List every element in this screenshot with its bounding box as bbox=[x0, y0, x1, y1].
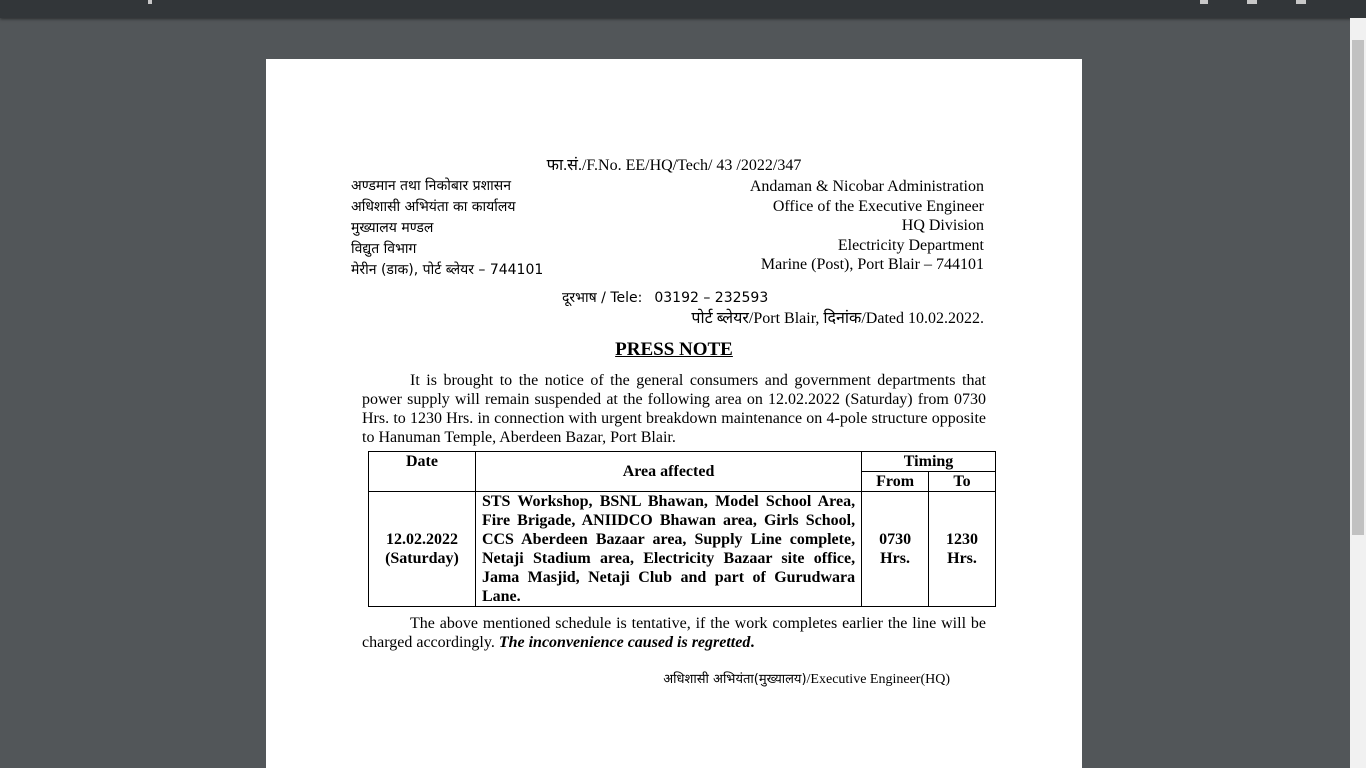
hindi-address-line: मेरीन (डाक), पोर्ट ब्लेयर – 744101 bbox=[351, 262, 544, 278]
viewer-toolbar bbox=[0, 0, 1366, 18]
signature-line bbox=[663, 670, 950, 690]
rotate-icon[interactable] bbox=[1200, 0, 1208, 4]
file-number bbox=[266, 156, 1082, 176]
english-address-line: Marine (Post), Port Blair – 744101 bbox=[760, 256, 984, 273]
closing-text: The above mentioned schedule is tentative, if the work completes earlier the line will be charged accordingly. bbox=[362, 615, 986, 651]
from-header: From bbox=[862, 472, 929, 492]
english-address-block bbox=[750, 177, 984, 275]
hindi-address-block bbox=[351, 177, 543, 282]
to-header: To bbox=[929, 472, 996, 492]
english-address-line: Electricity Department bbox=[837, 236, 984, 254]
closing-period: . bbox=[750, 634, 755, 651]
date-cell bbox=[369, 492, 476, 607]
notice-paragraph: It is brought to the notice of the general consumers and government departments that power supply will remain suspended at the following area on 12.02.2022 (Saturday) from 0730 Hrs. to 1230 Hrs. in connection with urgent breakdown maintenance on 4-pole structure opposite to Hanuman Temple, Aberdeen Bazar, Port Blair. bbox=[362, 372, 986, 446]
from-cell bbox=[862, 492, 929, 607]
to-unit: Hrs. bbox=[947, 550, 977, 567]
area-cell: STS Workshop, BSNL Bhawan, Model School Area, Fire Brigade, ANIIDCO Bhawan area, Girls School, CCS Aberdeen Bazaar area, Supply Line complete, Netaji Stadium area, Electricity Bazaar site office, Jama Masjid, Netaji Club and part of Gurudwara Lane. bbox=[475, 492, 861, 607]
hindi-address-line: अण्डमान तथा निकोबार प्रशासन bbox=[351, 178, 511, 194]
print-icon[interactable] bbox=[1296, 0, 1306, 4]
english-address-line: HQ Division bbox=[901, 217, 984, 234]
dated-line: पोर्ट ब्लेयर/Port Blair, दिनांक/Dated 10.02.2022. bbox=[691, 310, 984, 327]
hindi-address-line: मुख्यालय मण्डल bbox=[351, 220, 434, 236]
to-time: 1230 bbox=[946, 531, 979, 548]
download-icon[interactable] bbox=[1247, 0, 1257, 4]
english-address-line: Office of the Executive Engineer bbox=[772, 197, 984, 215]
date-value: 12.02.2022 bbox=[385, 531, 458, 548]
tele-number: 03192 – 232593 bbox=[654, 290, 769, 306]
english-address-line: Andaman & Nicobar Administration bbox=[749, 178, 984, 195]
signature-english: /Executive Engineer(HQ) bbox=[806, 672, 950, 687]
day-value: (Saturday) bbox=[385, 550, 459, 567]
signature-hindi: अधिशासी अभियंता(मुख्यालय) bbox=[663, 672, 807, 687]
document-title: PRESS NOTE bbox=[615, 339, 733, 360]
file-number-text: फा.सं./F.No. EE/HQ/Tech/ 43 /2022/347 bbox=[546, 157, 802, 174]
date-header: Date bbox=[369, 452, 476, 492]
vertical-scrollbar[interactable] bbox=[1350, 18, 1366, 768]
from-time: 0730 bbox=[879, 531, 912, 548]
scrollbar-thumb[interactable] bbox=[1352, 40, 1364, 535]
regret-text: The inconvenience caused is regretted bbox=[498, 634, 751, 651]
toolbar-icon[interactable] bbox=[148, 0, 152, 4]
pdf-page bbox=[266, 59, 1082, 768]
hindi-address-line: विद्युत विभाग bbox=[351, 241, 417, 257]
telephone-line bbox=[562, 288, 768, 309]
timing-header: Timing bbox=[862, 452, 996, 472]
schedule-table bbox=[368, 451, 996, 607]
from-unit: Hrs. bbox=[880, 550, 910, 567]
hindi-address-line: अधिशासी अभियंता का कार्यालय bbox=[351, 199, 516, 215]
tele-label: दूरभाष / Tele: bbox=[562, 290, 643, 306]
to-cell bbox=[929, 492, 996, 607]
area-header: Area affected bbox=[475, 452, 861, 492]
closing-paragraph bbox=[362, 614, 986, 652]
table-row bbox=[369, 492, 996, 607]
